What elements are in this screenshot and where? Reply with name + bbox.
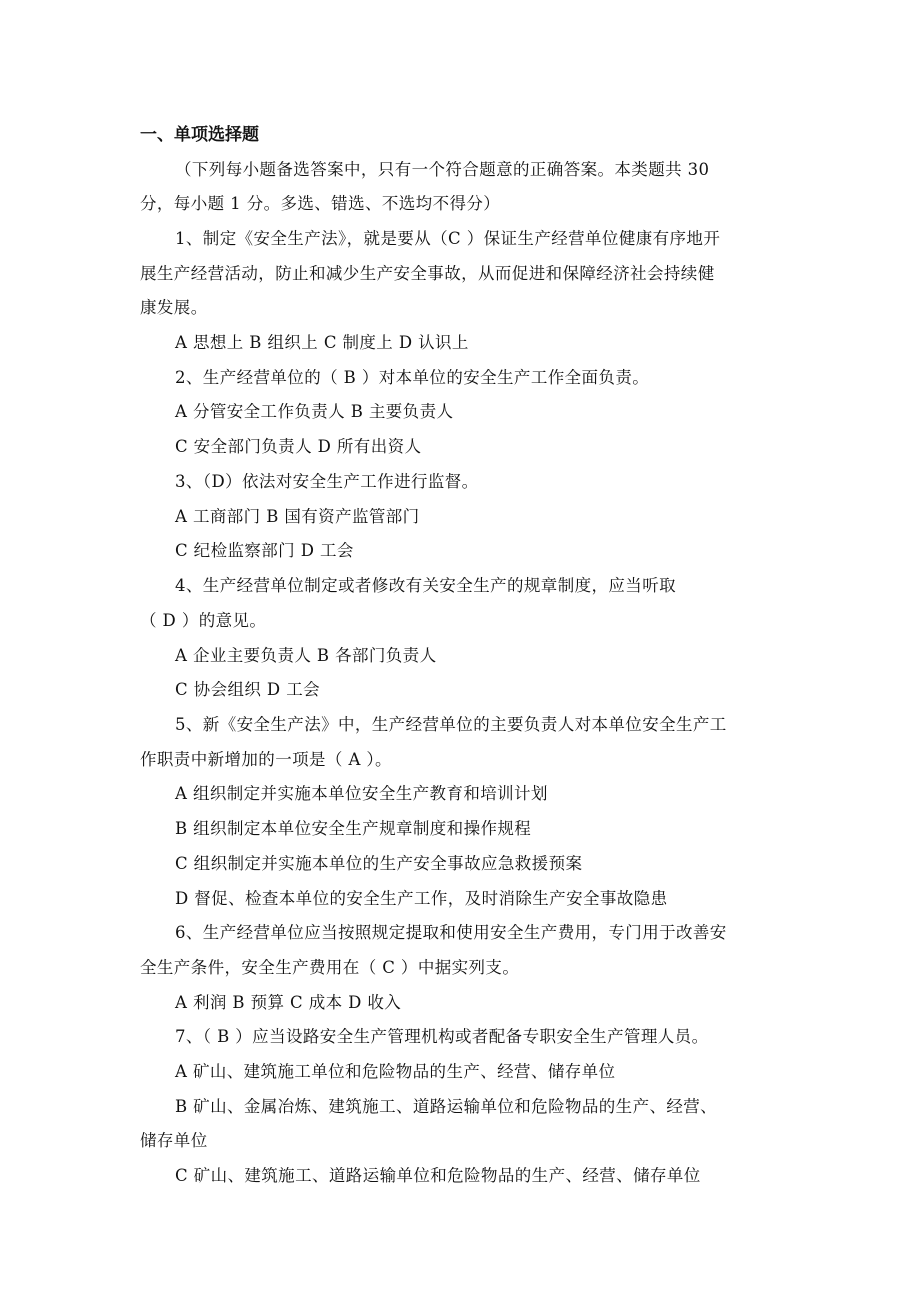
answer-options: C 纪检监察部门 D 工会 (175, 541, 354, 560)
question-text: 2、生产经营单位的（ B ）对本单位的安全生产工作全面负责。 (175, 368, 650, 387)
answer-option: C 矿山、建筑施工、道路运输单位和危险物品的生产、经营、储存单位 (175, 1166, 701, 1185)
instruction-line: （下列每小题备选答案中，只有一个符合题意的正确答案。本类题共 30 (175, 160, 710, 179)
instruction-line: 分，每小题 1 分。多选、错选、不选均不得分） (140, 194, 501, 213)
question-text: （ D ）的意见。 (140, 611, 267, 630)
answer-option: A 矿山、建筑施工单位和危险物品的生产、经营、储存单位 (175, 1062, 616, 1081)
answer-option: C 组织制定并实施本单位的生产安全事故应急救援预案 (175, 854, 583, 873)
answer-option: A 组织制定并实施本单位安全生产教育和培训计划 (175, 784, 548, 803)
answer-options: A 企业主要负责人 B 各部门负责人 (175, 646, 437, 665)
question-text: 6、生产经营单位应当按照规定提取和使用安全生产费用，专门用于改善安 (175, 923, 727, 942)
answer-option: D 督促、检查本单位的安全生产工作，及时消除生产安全事故隐患 (175, 889, 668, 908)
question-text: 康发展。 (140, 298, 208, 317)
question-text: 1、制定《安全生产法》，就是要从（C ）保证生产经营单位健康有序地开 (175, 229, 721, 248)
question-text: 全生产条件，安全生产费用在（ C ）中据实列支。 (140, 958, 520, 977)
question-text: 展生产经营活动，防止和减少生产安全事故，从而促进和保障经济社会持续健 (140, 264, 715, 283)
question-text: 作职责中新增加的一项是（ A ）。 (140, 750, 392, 769)
answer-option: B 矿山、金属冶炼、建筑施工、道路运输单位和危险物品的生产、经营、 (175, 1097, 718, 1116)
answer-option: 储存单位 (140, 1131, 208, 1150)
section-title: 一、单项选择题 (140, 125, 259, 145)
question-text: 7、（ B ）应当设路安全生产管理机构或者配备专职安全生产管理人员。 (175, 1027, 709, 1046)
answer-options: A 工商部门 B 国有资产监管部门 (175, 507, 420, 526)
question-text: 5、新《安全生产法》中，生产经营单位的主要负责人对本单位安全生产工 (175, 715, 727, 734)
answer-option: B 组织制定本单位安全生产规章制度和操作规程 (175, 819, 532, 838)
answer-options: C 协会组织 D 工会 (175, 680, 320, 699)
answer-options: A 分管安全工作负责人 B 主要负责人 (175, 402, 454, 421)
question-text: 4、生产经营单位制定或者修改有关安全生产的规章制度，应当听取 (175, 576, 676, 595)
answer-options: C 安全部门负责人 D 所有出资人 (175, 437, 422, 456)
answer-options: A 利润 B 预算 C 成本 D 收入 (175, 993, 402, 1012)
question-text: 3、（D）依法对安全生产工作进行监督。 (175, 472, 479, 491)
answer-options: A 思想上 B 组织上 C 制度上 D 认识上 (175, 333, 469, 352)
